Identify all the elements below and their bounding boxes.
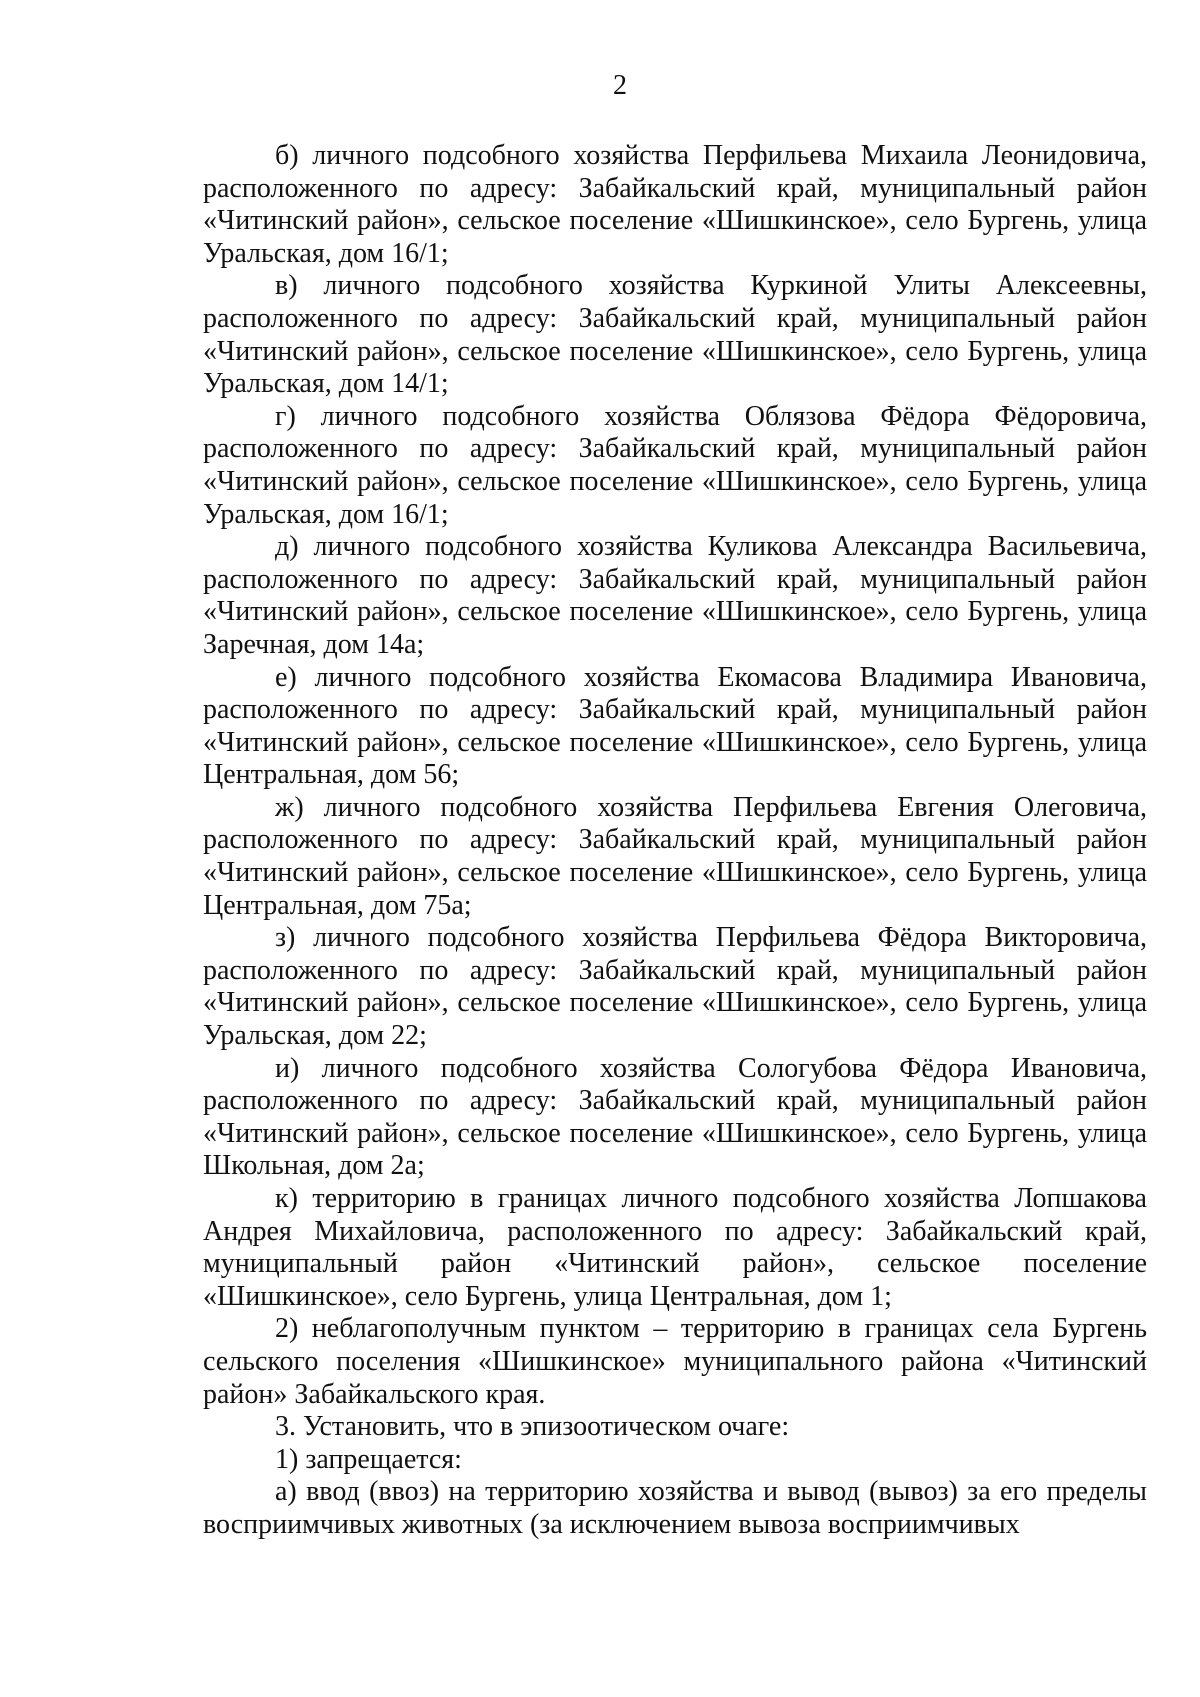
paragraph-k: к) территорию в границах личного подсобного хозяйства Лопшакова Андрея Михайловича, расположенного по адресу: Забайкальский край, муниципальный район «Читинский район», сельское поселение «Шишкинское», село Бургень, улица Центральная, дом 1; [203, 1183, 1147, 1312]
page-number: 2 [613, 70, 627, 101]
paragraph-e: е) личного подсобного хозяйства Екомасова Владимира Ивановича, расположенного по адресу: Забайкальский край, муниципальный район «Читинский район», сельское поселение «Шишкинское», село Бургень, улица Центральная, дом 56; [203, 661, 1147, 791]
paragraph-a-entry-exit: а) ввод (ввоз) на территорию хозяйства и вывод (вывоз) за его пределы восприимчивых животных (за исключением вывоза восприимчивых [203, 1476, 1147, 1540]
paragraph-v: в) личного подсобного хозяйства Куркиной Улиты Алексеевны, расположенного по адресу: Забайкальский край, муниципальный район «Читинский район», сельское поселение «Шишкинское», село Бургень, улица Уральская, дом 14/1; [203, 270, 1147, 400]
paragraph-1-prohibited: 1) запрещается: [275, 1443, 462, 1475]
paragraph-2-unfavorable-point: 2) неблагополучным пунктом – территорию в границах села Бургень сельского поселения «Шишкинское» муниципального района «Читинский район» Забайкальского края. [203, 1313, 1147, 1410]
paragraph-zh: ж) личного подсобного хозяйства Перфильева Евгения Олеговича, расположенного по адресу: Забайкальский край, муниципальный район «Читинский район», сельское поселение «Шишкинское», село Бургень, улица Центральная, дом 75а; [203, 791, 1147, 921]
paragraph-i: и) личного подсобного хозяйства Сологубова Фёдора Ивановича, расположенного по адресу: Забайкальский край, муниципальный район «Читинский район», сельское поселение «Шишкинское», село Бургень, улица Школьная, дом 2а; [203, 1052, 1147, 1182]
paragraph-b: б) личного подсобного хозяйства Перфильева Михаила Леонидовича, расположенного по адресу: Забайкальский край, муниципальный район «Читинский район», сельское поселение «Шишкинское», село Бургень, улица Уральская, дом 16/1; [203, 140, 1147, 269]
paragraph-d: д) личного подсобного хозяйства Куликова Александра Васильевича, расположенного по адресу: Забайкальский край, муниципальный район «Читинский район», сельское поселение «Шишкинское», село Бургень, улица Заречная, дом 14а; [203, 531, 1147, 660]
paragraph-g: г) личного подсобного хозяйства Облязова Фёдора Фёдоровича, расположенного по адресу: Забайкальский край, муниципальный район «Читинский район», сельское поселение «Шишкинское», село Бургень, улица Уральская, дом 16/1; [203, 400, 1147, 530]
paragraph-z: з) личного подсобного хозяйства Перфильева Фёдора Викторовича, расположенного по адресу: Забайкальский край, муниципальный район «Читинский район», сельское поселение «Шишкинское», село Бургень, улица Уральская, дом 22; [203, 922, 1147, 1052]
paragraph-3-establish: 3. Установить, что в эпизоотическом очаге: [275, 1411, 790, 1443]
document-body [203, 140, 1147, 1542]
